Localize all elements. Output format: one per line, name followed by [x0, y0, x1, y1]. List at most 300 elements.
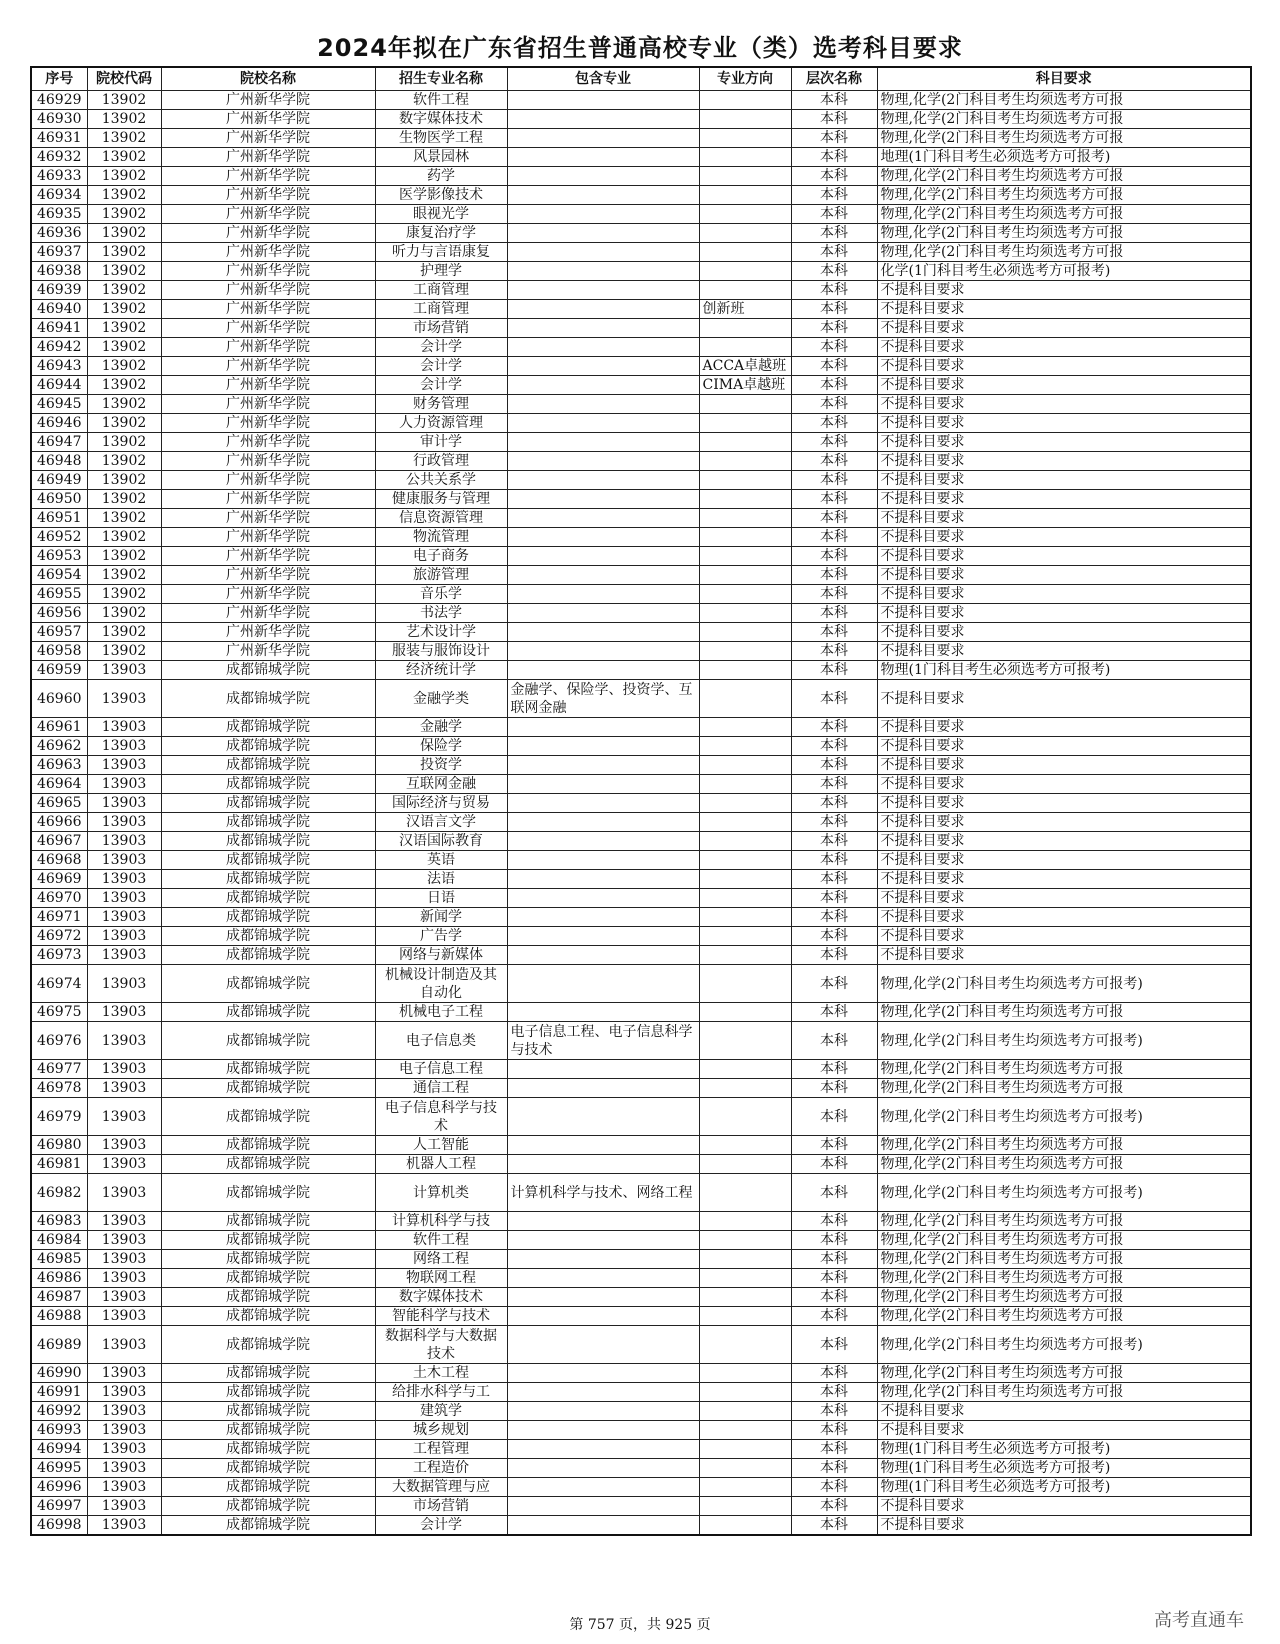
table-row — [31, 1440, 1251, 1459]
school-name-cell: 成都锦城学院 — [161, 680, 375, 718]
seq-cell: 46998 — [31, 1516, 87, 1536]
major-direction-cell — [699, 205, 791, 224]
school-code-cell: 13903 — [87, 1459, 161, 1478]
major-name-cell: 计算机类 — [375, 1174, 507, 1212]
table-row — [31, 756, 1251, 775]
table-row — [31, 737, 1251, 756]
subject-requirement-cell: 不提科目要求 — [877, 1402, 1251, 1421]
table-row — [31, 91, 1251, 110]
major-name-cell: 大数据管理与应 — [375, 1478, 507, 1497]
table-row — [31, 300, 1251, 319]
school-code-cell: 13902 — [87, 528, 161, 547]
included-majors-cell — [507, 851, 699, 870]
school-name-cell: 成都锦城学院 — [161, 889, 375, 908]
major-name-cell: 书法学 — [375, 604, 507, 623]
level-cell: 本科 — [791, 927, 877, 946]
major-direction-cell — [699, 414, 791, 433]
subject-requirement-cell: 化学(1门科目考生必须选考方可报考) — [877, 262, 1251, 281]
seq-cell: 46997 — [31, 1497, 87, 1516]
school-code-cell: 13903 — [87, 1326, 161, 1364]
table-row — [31, 661, 1251, 680]
major-direction-cell — [699, 1516, 791, 1536]
seq-cell: 46981 — [31, 1155, 87, 1174]
subject-requirement-cell: 物理,化学(2门科目考生均须选考方可报考) — [877, 1326, 1251, 1364]
included-majors-cell — [507, 433, 699, 452]
school-name-cell: 成都锦城学院 — [161, 927, 375, 946]
level-cell: 本科 — [791, 281, 877, 300]
seq-cell: 46966 — [31, 813, 87, 832]
school-name-cell: 广州新华学院 — [161, 642, 375, 661]
major-name-cell: 物联网工程 — [375, 1269, 507, 1288]
seq-cell: 46936 — [31, 224, 87, 243]
major-direction-cell — [699, 566, 791, 585]
school-code-cell: 13902 — [87, 509, 161, 528]
subject-requirement-cell: 物理,化学(2门科目考生均须选考方可报 — [877, 167, 1251, 186]
level-cell: 本科 — [791, 262, 877, 281]
table-row — [31, 965, 1251, 1003]
header-school-code: 院校代码 — [87, 67, 161, 91]
table-body — [31, 91, 1251, 1536]
subject-requirement-cell: 不提科目要求 — [877, 870, 1251, 889]
seq-cell: 46977 — [31, 1060, 87, 1079]
major-direction-cell — [699, 1269, 791, 1288]
school-name-cell: 成都锦城学院 — [161, 775, 375, 794]
school-code-cell: 13902 — [87, 395, 161, 414]
seq-cell: 46959 — [31, 661, 87, 680]
major-name-cell: 通信工程 — [375, 1079, 507, 1098]
table-row — [31, 1174, 1251, 1212]
level-cell: 本科 — [791, 737, 877, 756]
seq-cell: 46935 — [31, 205, 87, 224]
major-name-cell: 财务管理 — [375, 395, 507, 414]
major-name-cell: 机械电子工程 — [375, 1003, 507, 1022]
major-direction-cell — [699, 433, 791, 452]
school-code-cell: 13903 — [87, 1136, 161, 1155]
major-direction-cell — [699, 1174, 791, 1212]
school-code-cell: 13903 — [87, 1516, 161, 1536]
level-cell: 本科 — [791, 1022, 877, 1060]
major-direction-cell — [699, 737, 791, 756]
included-majors-cell — [507, 737, 699, 756]
major-direction-cell — [699, 1060, 791, 1079]
subject-requirement-cell: 不提科目要求 — [877, 927, 1251, 946]
included-majors-cell — [507, 414, 699, 433]
school-code-cell: 13903 — [87, 737, 161, 756]
level-cell: 本科 — [791, 338, 877, 357]
school-code-cell: 13903 — [87, 965, 161, 1003]
major-direction-cell — [699, 1231, 791, 1250]
included-majors-cell — [507, 205, 699, 224]
major-name-cell: 数字媒体技术 — [375, 1288, 507, 1307]
subject-requirement-cell: 不提科目要求 — [877, 319, 1251, 338]
seq-cell: 46972 — [31, 927, 87, 946]
school-code-cell: 13902 — [87, 91, 161, 110]
school-name-cell: 成都锦城学院 — [161, 1060, 375, 1079]
major-direction-cell — [699, 718, 791, 737]
seq-cell: 46942 — [31, 338, 87, 357]
major-direction-cell — [699, 832, 791, 851]
major-name-cell: 软件工程 — [375, 1231, 507, 1250]
major-name-cell: 经济统计学 — [375, 661, 507, 680]
subject-requirement-cell: 不提科目要求 — [877, 566, 1251, 585]
seq-cell: 46961 — [31, 718, 87, 737]
table-row — [31, 623, 1251, 642]
included-majors-cell — [507, 300, 699, 319]
major-name-cell: 新闻学 — [375, 908, 507, 927]
level-cell: 本科 — [791, 1136, 877, 1155]
major-name-cell: 会计学 — [375, 357, 507, 376]
major-direction-cell — [699, 91, 791, 110]
subject-requirement-cell: 物理,化学(2门科目考生均须选考方可报考) — [877, 1022, 1251, 1060]
major-name-cell: 人工智能 — [375, 1136, 507, 1155]
included-majors-cell — [507, 1136, 699, 1155]
included-majors-cell — [507, 528, 699, 547]
major-direction-cell — [699, 110, 791, 129]
major-name-cell: 旅游管理 — [375, 566, 507, 585]
header-subject-requirements: 科目要求 — [877, 67, 1251, 91]
level-cell: 本科 — [791, 186, 877, 205]
school-code-cell: 13903 — [87, 832, 161, 851]
header-major-direction: 专业方向 — [699, 67, 791, 91]
table-row — [31, 528, 1251, 547]
major-name-cell: 汉语言文学 — [375, 813, 507, 832]
table-row — [31, 376, 1251, 395]
school-name-cell: 广州新华学院 — [161, 91, 375, 110]
major-direction-cell — [699, 395, 791, 414]
seq-cell: 46976 — [31, 1022, 87, 1060]
table-row — [31, 129, 1251, 148]
table-row — [31, 851, 1251, 870]
subject-requirement-cell: 不提科目要求 — [877, 756, 1251, 775]
school-code-cell: 13902 — [87, 243, 161, 262]
school-code-cell: 13902 — [87, 433, 161, 452]
subject-requirement-cell: 物理,化学(2门科目考生均须选考方可报 — [877, 1212, 1251, 1231]
table-header-row — [31, 67, 1251, 91]
seq-cell: 46952 — [31, 528, 87, 547]
school-name-cell: 成都锦城学院 — [161, 737, 375, 756]
included-majors-cell — [507, 129, 699, 148]
table-row — [31, 680, 1251, 718]
seq-cell: 46990 — [31, 1364, 87, 1383]
table-row — [31, 205, 1251, 224]
school-name-cell: 成都锦城学院 — [161, 1326, 375, 1364]
table-row — [31, 1459, 1251, 1478]
level-cell: 本科 — [791, 91, 877, 110]
school-name-cell: 成都锦城学院 — [161, 832, 375, 851]
major-direction-cell — [699, 1459, 791, 1478]
table-row — [31, 243, 1251, 262]
level-cell: 本科 — [791, 1098, 877, 1136]
header-included-majors: 包含专业 — [507, 67, 699, 91]
major-direction-cell — [699, 167, 791, 186]
school-code-cell: 13903 — [87, 1269, 161, 1288]
subject-requirement-cell: 物理,化学(2门科目考生均须选考方可报 — [877, 1079, 1251, 1098]
school-code-cell: 13903 — [87, 1497, 161, 1516]
included-majors-cell — [507, 262, 699, 281]
subject-requirement-cell: 物理,化学(2门科目考生均须选考方可报 — [877, 205, 1251, 224]
subject-requirement-cell: 不提科目要求 — [877, 490, 1251, 509]
school-code-cell: 13903 — [87, 794, 161, 813]
table-row — [31, 642, 1251, 661]
level-cell: 本科 — [791, 889, 877, 908]
table-row — [31, 414, 1251, 433]
seq-cell: 46947 — [31, 433, 87, 452]
table-row — [31, 1003, 1251, 1022]
major-direction-cell — [699, 338, 791, 357]
table-row — [31, 1212, 1251, 1231]
level-cell: 本科 — [791, 585, 877, 604]
seq-cell: 46991 — [31, 1383, 87, 1402]
subject-requirement-cell: 物理(1门科目考生必须选考方可报考) — [877, 1478, 1251, 1497]
major-direction-cell — [699, 680, 791, 718]
level-cell: 本科 — [791, 1250, 877, 1269]
major-name-cell: 建筑学 — [375, 1402, 507, 1421]
school-name-cell: 广州新华学院 — [161, 224, 375, 243]
school-code-cell: 13902 — [87, 281, 161, 300]
level-cell: 本科 — [791, 1307, 877, 1326]
included-majors-cell — [507, 1516, 699, 1536]
seq-cell: 46931 — [31, 129, 87, 148]
major-name-cell: 机械设计制造及其自动化 — [375, 965, 507, 1003]
level-cell: 本科 — [791, 110, 877, 129]
table-row — [31, 1497, 1251, 1516]
level-cell: 本科 — [791, 357, 877, 376]
subject-requirement-cell: 物理,化学(2门科目考生均须选考方可报考) — [877, 1174, 1251, 1212]
level-cell: 本科 — [791, 718, 877, 737]
included-majors-cell — [507, 1364, 699, 1383]
major-direction-cell — [699, 129, 791, 148]
seq-cell: 46950 — [31, 490, 87, 509]
school-name-cell: 广州新华学院 — [161, 110, 375, 129]
major-direction-cell — [699, 851, 791, 870]
major-direction-cell — [699, 965, 791, 1003]
major-name-cell: 药学 — [375, 167, 507, 186]
header-school-name: 院校名称 — [161, 67, 375, 91]
table-row — [31, 1364, 1251, 1383]
school-code-cell: 13902 — [87, 148, 161, 167]
school-code-cell: 13903 — [87, 661, 161, 680]
table-row — [31, 1231, 1251, 1250]
school-code-cell: 13903 — [87, 1079, 161, 1098]
school-name-cell: 成都锦城学院 — [161, 1174, 375, 1212]
subject-requirement-cell: 不提科目要求 — [877, 471, 1251, 490]
major-direction-cell — [699, 1250, 791, 1269]
major-direction-cell — [699, 1136, 791, 1155]
school-code-cell: 13903 — [87, 1421, 161, 1440]
school-name-cell: 广州新华学院 — [161, 376, 375, 395]
subject-requirement-cell: 不提科目要求 — [877, 357, 1251, 376]
major-direction-cell — [699, 243, 791, 262]
level-cell: 本科 — [791, 813, 877, 832]
school-code-cell: 13903 — [87, 1231, 161, 1250]
level-cell: 本科 — [791, 395, 877, 414]
level-cell: 本科 — [791, 1212, 877, 1231]
level-cell: 本科 — [791, 490, 877, 509]
included-majors-cell — [507, 661, 699, 680]
school-name-cell: 广州新华学院 — [161, 585, 375, 604]
included-majors-cell — [507, 110, 699, 129]
school-name-cell: 广州新华学院 — [161, 357, 375, 376]
major-direction-cell — [699, 1478, 791, 1497]
table-row — [31, 1155, 1251, 1174]
school-code-cell: 13903 — [87, 889, 161, 908]
table-row — [31, 775, 1251, 794]
major-direction-cell — [699, 908, 791, 927]
included-majors-cell: 金融学、保险学、投资学、互联网金融 — [507, 680, 699, 718]
school-name-cell: 成都锦城学院 — [161, 1098, 375, 1136]
seq-cell: 46958 — [31, 642, 87, 661]
major-direction-cell — [699, 794, 791, 813]
level-cell: 本科 — [791, 148, 877, 167]
seq-cell: 46996 — [31, 1478, 87, 1497]
major-direction-cell — [699, 1326, 791, 1364]
level-cell: 本科 — [791, 1440, 877, 1459]
major-name-cell: 医学影像技术 — [375, 186, 507, 205]
seq-cell: 46964 — [31, 775, 87, 794]
subject-requirement-cell: 不提科目要求 — [877, 946, 1251, 965]
subject-requirement-cell: 不提科目要求 — [877, 1516, 1251, 1536]
included-majors-cell — [507, 1003, 699, 1022]
major-name-cell: 城乡规划 — [375, 1421, 507, 1440]
level-cell: 本科 — [791, 1269, 877, 1288]
major-name-cell: 会计学 — [375, 1516, 507, 1536]
school-code-cell: 13902 — [87, 471, 161, 490]
major-direction-cell — [699, 813, 791, 832]
included-majors-cell — [507, 1212, 699, 1231]
level-cell: 本科 — [791, 205, 877, 224]
level-cell: 本科 — [791, 566, 877, 585]
major-direction-cell — [699, 1098, 791, 1136]
major-direction-cell — [699, 452, 791, 471]
included-majors-cell: 计算机科学与技术、网络工程 — [507, 1174, 699, 1212]
school-name-cell: 成都锦城学院 — [161, 1440, 375, 1459]
subject-requirement-cell: 不提科目要求 — [877, 547, 1251, 566]
major-direction-cell — [699, 224, 791, 243]
school-name-cell: 成都锦城学院 — [161, 1307, 375, 1326]
school-name-cell: 成都锦城学院 — [161, 1136, 375, 1155]
major-name-cell: 数据科学与大数据技术 — [375, 1326, 507, 1364]
school-code-cell: 13903 — [87, 1098, 161, 1136]
school-code-cell: 13902 — [87, 167, 161, 186]
major-direction-cell — [699, 604, 791, 623]
school-code-cell: 13903 — [87, 1307, 161, 1326]
subject-requirement-cell: 不提科目要求 — [877, 528, 1251, 547]
school-name-cell: 成都锦城学院 — [161, 1402, 375, 1421]
included-majors-cell — [507, 224, 699, 243]
seq-cell: 46951 — [31, 509, 87, 528]
major-direction-cell — [699, 148, 791, 167]
included-majors-cell — [507, 509, 699, 528]
major-name-cell: 康复治疗学 — [375, 224, 507, 243]
school-name-cell: 广州新华学院 — [161, 547, 375, 566]
seq-cell: 46992 — [31, 1402, 87, 1421]
school-name-cell: 广州新华学院 — [161, 262, 375, 281]
seq-cell: 46946 — [31, 414, 87, 433]
school-code-cell: 13902 — [87, 547, 161, 566]
school-name-cell: 广州新华学院 — [161, 129, 375, 148]
table-row — [31, 946, 1251, 965]
seq-cell: 46960 — [31, 680, 87, 718]
major-name-cell: 市场营销 — [375, 319, 507, 338]
seq-cell: 46949 — [31, 471, 87, 490]
school-name-cell: 成都锦城学院 — [161, 756, 375, 775]
level-cell: 本科 — [791, 832, 877, 851]
level-cell: 本科 — [791, 528, 877, 547]
school-name-cell: 成都锦城学院 — [161, 1383, 375, 1402]
seq-cell: 46982 — [31, 1174, 87, 1212]
included-majors-cell — [507, 604, 699, 623]
subject-requirement-cell: 物理,化学(2门科目考生均须选考方可报 — [877, 1383, 1251, 1402]
header-level: 层次名称 — [791, 67, 877, 91]
seq-cell: 46933 — [31, 167, 87, 186]
school-code-cell: 13902 — [87, 490, 161, 509]
school-code-cell: 13903 — [87, 1364, 161, 1383]
seq-cell: 46973 — [31, 946, 87, 965]
major-direction-cell — [699, 585, 791, 604]
table-row — [31, 566, 1251, 585]
school-code-cell: 13903 — [87, 1288, 161, 1307]
included-majors-cell — [507, 927, 699, 946]
school-code-cell: 13903 — [87, 851, 161, 870]
level-cell: 本科 — [791, 1516, 877, 1536]
major-name-cell: 英语 — [375, 851, 507, 870]
included-majors-cell — [507, 357, 699, 376]
subject-requirement-cell: 不提科目要求 — [877, 813, 1251, 832]
major-name-cell: 土木工程 — [375, 1364, 507, 1383]
table-row — [31, 281, 1251, 300]
subject-requirement-cell: 不提科目要求 — [877, 775, 1251, 794]
included-majors-cell — [507, 889, 699, 908]
school-name-cell: 成都锦城学院 — [161, 1497, 375, 1516]
seq-cell: 46979 — [31, 1098, 87, 1136]
seq-cell: 46988 — [31, 1307, 87, 1326]
table-row — [31, 1402, 1251, 1421]
major-name-cell: 智能科学与技术 — [375, 1307, 507, 1326]
major-name-cell: 电子商务 — [375, 547, 507, 566]
requirements-table — [30, 66, 1252, 1536]
table-row — [31, 889, 1251, 908]
subject-requirement-cell: 物理,化学(2门科目考生均须选考方可报 — [877, 1136, 1251, 1155]
included-majors-cell — [507, 908, 699, 927]
major-name-cell: 汉语国际教育 — [375, 832, 507, 851]
school-code-cell: 13903 — [87, 756, 161, 775]
school-code-cell: 13903 — [87, 1478, 161, 1497]
included-majors-cell — [507, 965, 699, 1003]
included-majors-cell — [507, 452, 699, 471]
seq-cell: 46983 — [31, 1212, 87, 1231]
level-cell: 本科 — [791, 908, 877, 927]
included-majors-cell — [507, 1383, 699, 1402]
included-majors-cell: 电子信息工程、电子信息科学与技术 — [507, 1022, 699, 1060]
included-majors-cell — [507, 566, 699, 585]
subject-requirement-cell: 物理,化学(2门科目考生均须选考方可报 — [877, 224, 1251, 243]
major-direction-cell — [699, 1212, 791, 1231]
seq-cell: 46970 — [31, 889, 87, 908]
header-seq: 序号 — [31, 67, 87, 91]
major-name-cell: 法语 — [375, 870, 507, 889]
major-name-cell: 护理学 — [375, 262, 507, 281]
subject-requirement-cell: 不提科目要求 — [877, 832, 1251, 851]
major-name-cell: 工程管理 — [375, 1440, 507, 1459]
subject-requirement-cell: 物理,化学(2门科目考生均须选考方可报 — [877, 1250, 1251, 1269]
seq-cell: 46962 — [31, 737, 87, 756]
major-name-cell: 机器人工程 — [375, 1155, 507, 1174]
school-code-cell: 13903 — [87, 1003, 161, 1022]
included-majors-cell — [507, 167, 699, 186]
level-cell: 本科 — [791, 1364, 877, 1383]
table-row — [31, 1060, 1251, 1079]
level-cell: 本科 — [791, 1288, 877, 1307]
